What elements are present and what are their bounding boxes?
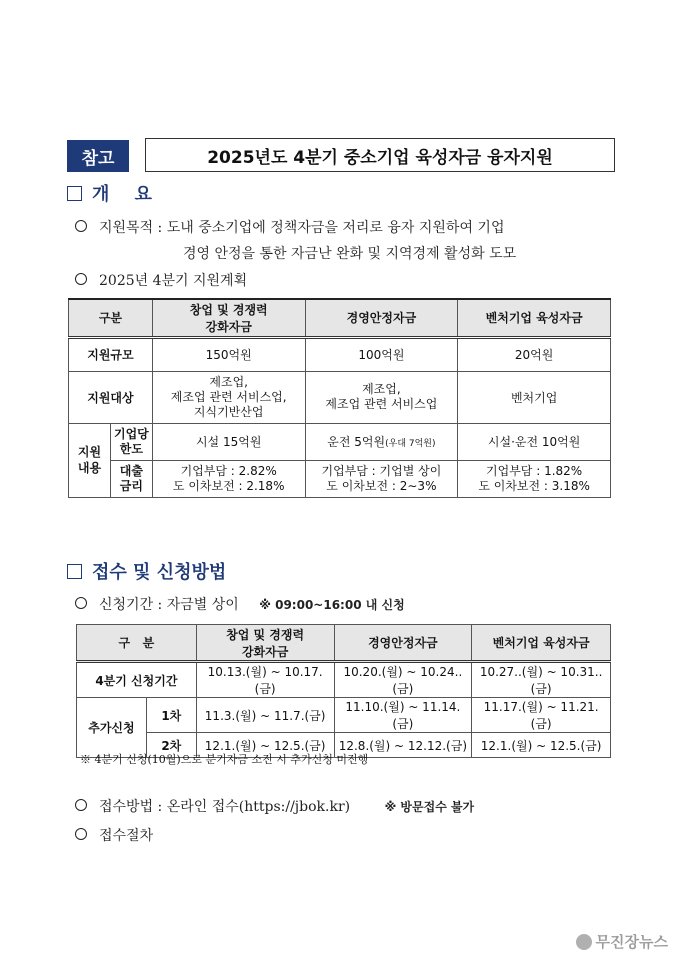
section-overview-title: 개 요 xyxy=(92,184,152,205)
t1-row-scale-label: 지원규모 xyxy=(69,337,153,371)
t2-header-startup-fund: 창업 및 경쟁력 강화자금 xyxy=(196,625,334,662)
square-bullet-icon xyxy=(67,186,82,201)
t2-header-category: 구 분 xyxy=(77,625,197,662)
watermark-logo-icon xyxy=(576,934,592,950)
t1-cell: 시설·운전 10억원 xyxy=(458,423,611,460)
t1-row-rate-label: 대출 금리 xyxy=(110,460,152,497)
t1-row-limit-label: 기업당 한도 xyxy=(110,423,152,460)
t1-cell xyxy=(305,423,458,460)
t1-limit-note: (우대 7억원) xyxy=(385,439,436,449)
circle-bullet-icon xyxy=(75,273,87,285)
procedure-line xyxy=(75,825,153,845)
t1-cell: 제조업, 제조업 관련 서비스업, 지식기반산업 xyxy=(152,371,305,423)
purpose-line-2: 경영 안정을 통한 자금난 완화 및 지역경제 활성화 도모 xyxy=(183,246,517,262)
t2-cell: 10.13.(월) ~ 10.17.(금) xyxy=(196,662,334,698)
section-overview-heading xyxy=(67,180,152,206)
watermark-text: 무진장뉴스 xyxy=(595,933,668,951)
t2-row-round2-label: 2차 xyxy=(146,733,196,758)
t1-limit-text: 운전 5억원 xyxy=(327,435,386,449)
t1-cell: 시설 15억원 xyxy=(152,423,305,460)
reference-tag: 참고 xyxy=(67,140,129,172)
purpose-text: 지원목적 : 도내 중소기업에 정책자금을 저리로 융자 지원하여 기업 xyxy=(99,220,505,236)
t1-cell: 20억원 xyxy=(458,337,611,371)
t2-row-q4-label: 4분기 신청기간 xyxy=(77,662,197,698)
t2-cell: 12.8.(월) ~ 12.12.(금) xyxy=(334,733,472,758)
circle-bullet-icon xyxy=(75,799,87,811)
t1-header-venture-fund: 벤처기업 육성자금 xyxy=(458,299,611,337)
square-bullet-icon xyxy=(67,564,82,579)
t1-cell: 기업부담 : 기업별 상이 도 이차보전 : 2∼3% xyxy=(305,460,458,497)
plan-text: 2025년 4분기 지원계획 xyxy=(99,273,248,289)
t2-row-extra-label: 추가신청 xyxy=(77,698,147,758)
t2-cell: 10.27..(월) ~ 10.31..(금) xyxy=(472,662,611,698)
purpose-line xyxy=(75,217,504,237)
period-note: ※ 09:00~16:00 내 신청 xyxy=(259,598,405,612)
t2-row-round1-label: 1차 xyxy=(146,698,196,733)
t1-cell: 150억원 xyxy=(152,337,305,371)
t1-cell: 기업부담 : 1.82% 도 이차보전 : 3.18% xyxy=(458,460,611,497)
support-plan-table xyxy=(68,298,611,498)
t2-cell: 12.1.(월) ~ 12.5.(금) xyxy=(472,733,611,758)
t2-cell: 11.17.(월) ~ 11.21.(금) xyxy=(472,698,611,733)
t1-header-stability-fund: 경영안정자금 xyxy=(305,299,458,337)
t1-header-category: 구분 xyxy=(69,299,153,337)
t1-cell: 벤처기업 xyxy=(458,371,611,423)
watermark xyxy=(576,931,668,952)
t1-row-target-label: 지원대상 xyxy=(69,371,153,423)
footnote: ※ 4분기 신청(10월)으로 분기자금 소진 시 추가신청 미진행 xyxy=(80,753,369,766)
method-line xyxy=(75,796,474,816)
t2-cell: 10.20.(월) ~ 10.24..(금) xyxy=(334,662,472,698)
t2-header-venture-fund: 벤처기업 육성자금 xyxy=(472,625,611,662)
circle-bullet-icon xyxy=(75,828,87,840)
method-text: 접수방법 : 온라인 접수(https://jbok.kr) xyxy=(99,799,351,815)
section-application-title: 접수 및 신청방법 xyxy=(92,562,227,583)
circle-bullet-icon xyxy=(75,220,87,232)
t1-cell: 기업부담 : 2.82% 도 이차보전 : 2.18% xyxy=(152,460,305,497)
plan-line xyxy=(75,270,247,290)
application-period-table xyxy=(76,624,611,758)
t1-cell: 제조업, 제조업 관련 서비스업 xyxy=(305,371,458,423)
t2-header-stability-fund: 경영안정자금 xyxy=(334,625,472,662)
t1-row-content-label: 지원 내용 xyxy=(69,423,111,497)
t2-cell: 12.1.(월) ~ 12.5.(금) xyxy=(196,733,334,758)
procedure-text: 접수절차 xyxy=(99,828,154,844)
t1-cell: 100억원 xyxy=(305,337,458,371)
t2-cell: 11.10.(월) ~ 11.14.(금) xyxy=(334,698,472,733)
method-note: ※ 방문접수 불가 xyxy=(384,800,475,814)
t1-header-startup-fund: 창업 및 경쟁력 강화자금 xyxy=(152,299,305,337)
period-text: 신청기간 : 자금별 상이 xyxy=(99,597,239,613)
circle-bullet-icon xyxy=(75,597,87,609)
t2-cell: 11.3.(월) ~ 11.7.(금) xyxy=(196,698,334,733)
document-title: 2025년도 4분기 중소기업 육성자금 융자지원 xyxy=(145,138,615,172)
period-line xyxy=(75,594,405,614)
section-application-heading xyxy=(67,558,226,584)
